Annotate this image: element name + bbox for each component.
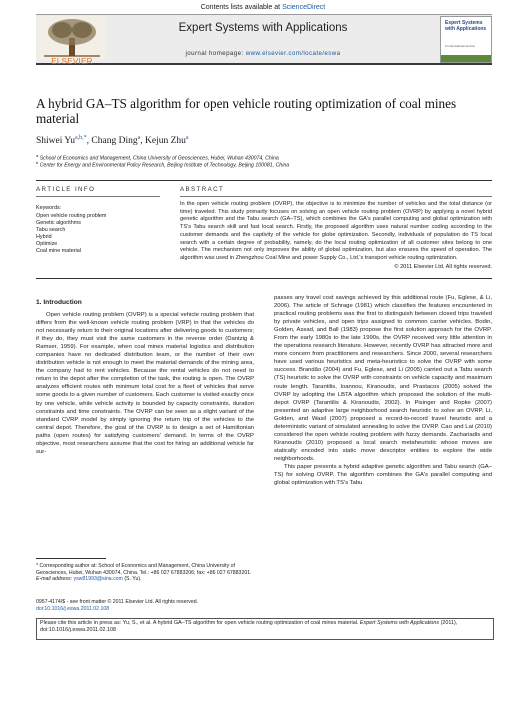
publisher-name: ELSEVIER xyxy=(51,57,93,66)
citation-text xyxy=(40,620,488,635)
body-paragraph: passes any travel cost savings achieved by this additional route (Fu, Eglese, & Li, 2006). The article of Schrage (1981) which classifies the features encountered in practical routing problems was the first to distinguish between closed trips traveled by private vehicles, and open trips assigned to common carrier vehicles. Bodin, Golden, Assad, and Ball (1983) propose the first solution approach for the OVRP. From the early 1980s to the late 1990s, the OVRP received very little attention in the operations research literature. However, recently OVRP has attracted more and more concern from practitioners and researchers. Since 2000, several researchers have used various heuristics and meta-heuristics to solve the OVRP with some success. Brandão (2004) and Fu, Eglese, and Li (2005) carried out a Tabu search (TS) heuristic to solve the OVRP with constraints on vehicle capacity and maximum route length. Tarantilis, Ioannou, Kiranoudis, and Prastacos (2005) solved the OVRP by adopting the LBTA algorithm which proposed the solution of the multi-depot OVRP (Tarantilis & Kiranoudis, 2002). In Pisinger and Ropke (2007) presented an adaptive large neighborhood search heuristic to solve an OVRP. Li, Golden, and Wasil (2007) proposed a record-to-record travel heuristic and a deterministic variant of simulated annealing to solve the OVRP. Cao and Lai (2010) considered the open vehicle routing problem with fuzzy demands. Zachariadis and Kiranoudis (2010) proposed a local search metaheuristic whose moves are statically encoded into static move descriptor entities to explore the wide neighborhoods. xyxy=(274,295,492,462)
cover-subtitle: An International Journal xyxy=(445,44,475,48)
article-title: A hybrid GA–TS algorithm for open vehicle routing optimization of coal mines material xyxy=(36,96,457,126)
article-info-heading: ARTICLE INFO xyxy=(36,186,96,193)
abstract-copyright: © 2011 Elsevier Ltd. All rights reserved. xyxy=(394,264,492,270)
section-divider xyxy=(36,180,492,181)
affiliation-mark: b xyxy=(36,160,39,165)
section-divider xyxy=(36,278,492,279)
journal-title: Expert Systems with Applications xyxy=(178,22,348,34)
author-list: Shiwei $Yu^{a,b,*}$, Chang Ding$^a$, Kejun Zhu$^a$ xyxy=(36,135,189,147)
cover-title: Expert Systems with Applications xyxy=(445,20,487,32)
keyword-item: Optimize xyxy=(36,240,58,247)
section-heading: 1. Introduction xyxy=(36,299,82,306)
body-paragraph: This paper presents a hybrid adaptive genetic algorithm and Tabu search (GA–TS) for solving OVRP. The algorithm combines the GA's parallel computing and global optimization with TS's Tabu xyxy=(274,463,492,487)
journal-homepage-prefix: journal homepage: xyxy=(185,50,246,57)
keyword-item: Coal mine material xyxy=(36,247,81,254)
article-info-rule xyxy=(36,196,160,197)
abstract-text: In the open vehicle routing problem (OVRP), the objective is to minimize the number of vehicles and the total distance (or time) traveled. This study primarily focuses on solving an open vehicle routing problem (OVRP) by applying a novel hybrid genetic algorithm and the Tabu search (GA–TS), which combines the GA's parallel computing and global optimization with TS's Tabu search skill and fast local search. Firstly, the proposed algorithm uses natural number coding according to the customer demands and the captivity of the vehicle for globe optimization. Secondly, individuals of population do TS local search with a certain degree of probability, namely, do the local routing optimization of all customer sites belong to one vehicle. The mechanism not only improves the ability of global optimization, but also ensures the speed of operation. The algorithm was used in Zhengzhou Coal Mine and power Supply Co., Ltd.'s transport vehicle routing optimization. xyxy=(180,201,492,261)
citation-start: Please cite this article in press as: Yu, S., et al. A hybrid GA–TS algorithm for open vehicle routing optimization of coal mines material. xyxy=(40,620,360,626)
email-suffix: (S. Yu). xyxy=(122,576,142,583)
issn-line: 0957-4174/$ - see front matter © 2011 Elsevier Ltd. All rights reserved. xyxy=(36,599,199,605)
body-paragraph: Open vehicle routing problem (OVRP) is a special vehicle routing problem that differs from the well-known vehicle routing problem (VRP) in that the vehicles do not necessarily return to their original locations after delivering goods to customers; if they do, they must visit the same customers in the reverse order (Dantzig & Ramser, 1959). For example, when coal mines material logistics and distribution companies have no dedicated distribution team, or the number of their own distribution vehicle is not enough to meet the material demands of the mining area, the company had to rent vehicles. Because the rental vehicles do not need to return to the depot after the completion of the task, the routing is open. The OVRP analyzes efficient routes with minimum total cost for a fleet of vehicles that serve some goods to a given number of customers. Each customer is visited exactly once by one vehicle, while vehicle activity is bounded by capacity constraints, duration constraints and time constraints. The OVRP can be seen as a slight variant of the standard CVRP model by simply ignoring the return trip of the vehicles to the central depot. Therefore, the goal of the OVRP is to design a set of Hamiltonian paths (open routes) for satisfying customers' demand. In terms of the OVRP objective, most researchers assume that the cost for hiring an additional vehicle far sur- xyxy=(36,312,254,455)
body-column-left xyxy=(36,311,254,456)
author-marks[interactable]: a,b,* xyxy=(74,135,87,141)
author-name: Shiwei Yu xyxy=(36,136,75,147)
affiliation-text: Center for Energy and Environmental Policy Research, Beijing Institute of Technology, Beijing 100081, China xyxy=(39,162,290,169)
sciencedirect-link[interactable]: ScienceDirect xyxy=(282,4,326,11)
footnote-rule xyxy=(36,558,106,559)
keyword-item: Tabu search xyxy=(36,226,66,233)
author-name: Kejun Zhu xyxy=(145,136,186,147)
author-name: Chang Ding xyxy=(91,136,138,147)
journal-homepage-link[interactable]: www.elsevier.com/locate/eswa xyxy=(245,50,341,57)
cover-color-band xyxy=(441,55,491,62)
author-marks[interactable]: a xyxy=(185,135,189,141)
citation-end: (2011), doi:10.1016/j.eswa.2011.02.108 xyxy=(40,620,458,634)
email-line xyxy=(36,576,254,583)
doi-link[interactable]: doi:10.1016/j.eswa.2011.02.108 xyxy=(36,605,110,612)
citation-journal: Expert Systems with Applications xyxy=(359,620,440,626)
email-link[interactable]: ysw81993@sina.com xyxy=(73,576,123,583)
body-column-right xyxy=(274,294,492,487)
keyword-item: Hybrid xyxy=(36,233,52,240)
affiliation-mark: a xyxy=(36,153,39,158)
email-label: E-mail address: xyxy=(36,576,74,583)
affiliation-text: School of Economics and Management, China University of Geosciences, Hubei, Wuhan 430074, China xyxy=(39,155,279,162)
corresponding-author-text: * Corresponding author at: School of Economics and Management, China University of Geosciences, Hubei, Wuhan 430074, China. Tel.: +86 027 67883206; fax: +86 027 67883201. xyxy=(36,563,252,576)
front-matter xyxy=(36,599,336,612)
abstract-heading: ABSTRACT xyxy=(180,186,225,193)
elsevier-tree-logo xyxy=(38,16,106,60)
corresponding-author-footnote xyxy=(36,563,254,583)
affiliation xyxy=(36,160,492,169)
journal-cover-thumbnail xyxy=(440,16,492,63)
abstract-rule xyxy=(180,196,492,197)
author-marks[interactable]: a xyxy=(137,135,141,141)
keyword-list xyxy=(36,213,106,254)
keyword-item: Open vehicle routing problem xyxy=(36,213,107,219)
contents-availability-line xyxy=(150,4,376,11)
journal-homepage-line xyxy=(150,50,376,57)
keyword-item: Genetic algorithms xyxy=(36,219,81,226)
keywords-label: Keywords: xyxy=(36,205,62,211)
contents-prefix: Contents lists available at xyxy=(200,4,283,11)
